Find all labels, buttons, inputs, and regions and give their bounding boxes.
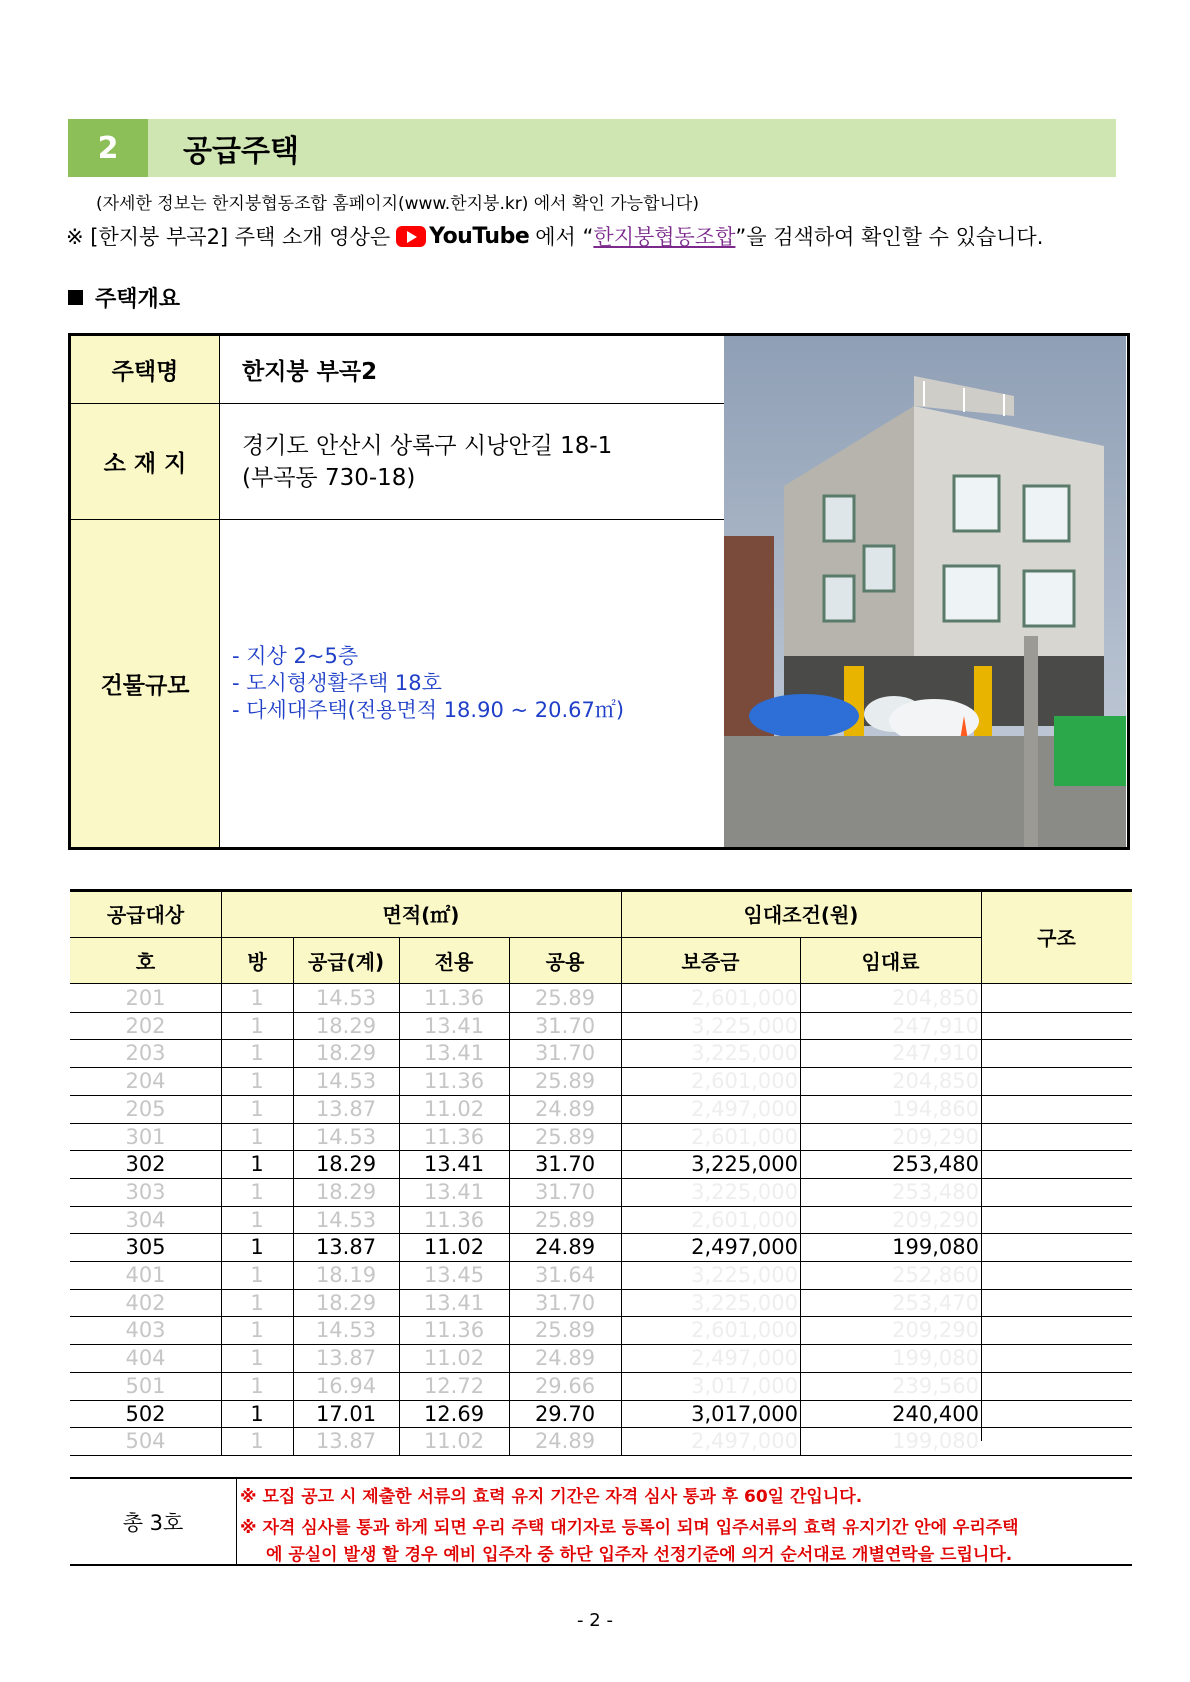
cell-supply-area: 13.87 <box>315 1235 377 1260</box>
cell-deposit: 3,225,000 <box>691 1179 798 1204</box>
cell-common-area: 25.89 <box>534 986 596 1010</box>
cell-supply-area: 18.29 <box>315 1152 377 1177</box>
divider <box>221 937 981 938</box>
cell-deposit: 3,017,000 <box>691 1373 798 1398</box>
divider <box>70 1455 1132 1456</box>
building-photo <box>724 336 1126 847</box>
cell-exclusive-area: 11.02 <box>423 1235 485 1260</box>
supply-table <box>70 889 1132 1454</box>
cell-unit: 402 <box>125 1290 166 1315</box>
cell-common-area: 24.89 <box>534 1346 596 1371</box>
cell-rooms: 1 <box>250 1429 264 1454</box>
note-waitlist-2: 에 공실이 발생 할 경우 예비 입주자 중 하단 입주자 선정기준에 의거 순서대로 개별연락을 드립니다. <box>266 1545 1013 1565</box>
cell-deposit: 2,497,000 <box>691 1346 798 1371</box>
cell-rooms: 1 <box>250 1207 264 1232</box>
cell-common-area: 31.64 <box>534 1263 596 1287</box>
cell-deposit: 2,497,000 <box>691 1429 798 1454</box>
cell-monthly-rent: 204,850 <box>892 1069 979 1094</box>
cell-deposit: 3,225,000 <box>691 1263 798 1287</box>
total-units: 총 3호 <box>122 1510 184 1535</box>
info-line: (자세한 정보는 한지붕협동조합 홈페이지(www.한지붕.kr) 에서 확인 가능합니다) <box>96 194 699 214</box>
overview-heading-text: 주택개요 <box>95 287 181 312</box>
cell-supply-area: 18.29 <box>315 1041 377 1066</box>
cell-common-area: 25.89 <box>534 1207 596 1232</box>
cell-rooms: 1 <box>250 1235 264 1260</box>
divider <box>399 984 400 1455</box>
cell-unit: 403 <box>125 1318 166 1343</box>
cell-unit: 303 <box>125 1179 166 1204</box>
scale-label: 건물규모 <box>71 520 220 847</box>
cell-unit: 301 <box>125 1124 166 1149</box>
video-notice-middle: 에서 “ <box>535 225 594 249</box>
cell-rooms: 1 <box>250 1318 264 1343</box>
cell-monthly-rent: 199,080 <box>892 1346 979 1371</box>
cell-unit: 404 <box>125 1346 166 1371</box>
cell-exclusive-area: 11.36 <box>423 1318 485 1343</box>
cell-exclusive-area: 13.41 <box>423 1152 485 1177</box>
cell-rooms: 1 <box>250 1401 264 1426</box>
cell-rooms: 1 <box>250 1069 264 1094</box>
cell-deposit: 2,601,000 <box>691 1207 798 1232</box>
cell-deposit: 3,225,000 <box>691 1041 798 1066</box>
cell-rooms: 1 <box>250 1373 264 1398</box>
cell-unit: 304 <box>125 1207 166 1232</box>
cell-exclusive-area: 11.02 <box>423 1429 485 1454</box>
cell-monthly-rent: 253,470 <box>892 1290 979 1315</box>
cell-unit: 504 <box>125 1429 166 1454</box>
subheader-common-area: 공용 <box>509 937 621 983</box>
subheader-supply-area: 공급(계) <box>293 937 399 983</box>
cell-monthly-rent: 247,910 <box>892 1041 979 1066</box>
cell-common-area: 29.66 <box>534 1373 596 1398</box>
cell-rooms: 1 <box>250 1013 264 1038</box>
divider <box>621 889 622 983</box>
youtube-logo[interactable] <box>396 224 529 249</box>
page-number: - 2 - <box>577 1610 613 1631</box>
header-area: 면적(㎡) <box>221 889 621 937</box>
cell-monthly-rent: 253,480 <box>892 1179 979 1204</box>
cell-rooms: 1 <box>250 986 264 1010</box>
cell-deposit: 3,017,000 <box>691 1401 798 1426</box>
cell-rooms: 1 <box>250 1179 264 1204</box>
divider <box>293 937 294 983</box>
cell-monthly-rent: 199,080 <box>892 1429 979 1454</box>
divider <box>509 937 510 983</box>
cell-unit: 305 <box>125 1235 166 1260</box>
cell-exclusive-area: 11.36 <box>423 1069 485 1094</box>
cell-exclusive-area: 13.45 <box>423 1263 485 1287</box>
subheader-rooms: 방 <box>221 937 293 983</box>
name-value: 한지붕 부곡2 <box>220 336 786 403</box>
cell-unit: 204 <box>125 1069 166 1094</box>
cell-rooms: 1 <box>250 1263 264 1287</box>
divider <box>70 937 221 938</box>
cell-supply-area: 17.01 <box>315 1401 377 1426</box>
cell-deposit: 2,601,000 <box>691 1318 798 1343</box>
cell-exclusive-area: 13.41 <box>423 1179 485 1204</box>
table-top-border <box>70 889 1132 892</box>
cell-exclusive-area: 11.36 <box>423 1124 485 1149</box>
subheader-exclusive-area: 전용 <box>399 937 509 983</box>
cell-exclusive-area: 11.02 <box>423 1096 485 1121</box>
cell-unit: 203 <box>125 1041 166 1066</box>
building-illustration <box>724 336 1126 847</box>
location-label: 소 재 지 <box>71 404 220 519</box>
cell-supply-area: 18.19 <box>315 1263 377 1287</box>
cell-monthly-rent: 247,910 <box>892 1013 979 1038</box>
coop-search-link[interactable]: 한지붕협동조합 <box>593 225 736 249</box>
square-bullet-icon <box>68 290 83 305</box>
divider <box>621 984 622 1455</box>
divider <box>981 889 982 1441</box>
youtube-wordmark: YouTube <box>429 223 530 249</box>
divider <box>800 937 801 983</box>
divider <box>399 937 400 983</box>
header-rent-terms: 임대조건(원) <box>621 889 981 937</box>
scale-value <box>220 520 786 847</box>
cell-supply-area: 18.29 <box>315 1290 377 1315</box>
cell-supply-area: 14.53 <box>315 1207 377 1232</box>
cell-common-area: 24.89 <box>534 1429 596 1454</box>
footer-notes-table <box>70 1477 1132 1566</box>
cell-common-area: 25.89 <box>534 1124 596 1149</box>
cell-common-area: 25.89 <box>534 1069 596 1094</box>
cell-common-area: 29.70 <box>534 1401 596 1426</box>
location-line-1: 경기도 안산시 상록구 시낭안길 18-1 <box>242 432 613 459</box>
scale-item: - 도시형생활주택 18호 <box>232 671 442 695</box>
youtube-play-icon <box>396 226 426 247</box>
location-value <box>220 404 786 519</box>
cell-deposit: 2,601,000 <box>691 1069 798 1094</box>
cell-common-area: 25.89 <box>534 1318 596 1343</box>
subheader-unit: 호 <box>70 937 221 983</box>
cell-supply-area: 13.87 <box>315 1096 377 1121</box>
video-notice <box>66 221 1043 251</box>
cell-supply-area: 18.29 <box>315 1179 377 1204</box>
subheader-monthly-rent: 임대료 <box>800 937 981 983</box>
cell-monthly-rent: 199,080 <box>892 1235 979 1260</box>
section-title: 공급주택 <box>183 134 299 169</box>
cell-deposit: 2,601,000 <box>691 986 798 1010</box>
cell-common-area: 31.70 <box>534 1290 596 1315</box>
cell-monthly-rent: 204,850 <box>892 986 979 1010</box>
subheader-deposit: 보증금 <box>621 937 800 983</box>
note-validity: ※ 모집 공고 시 제출한 서류의 효력 유지 기간은 자격 심사 통과 후 60일 간입니다. <box>240 1487 863 1507</box>
divider <box>800 984 801 1455</box>
cell-unit: 401 <box>125 1263 166 1287</box>
cell-unit: 202 <box>125 1013 166 1038</box>
name-label: 주택명 <box>71 336 220 403</box>
divider <box>221 889 222 983</box>
cell-common-area: 24.89 <box>534 1096 596 1121</box>
cell-supply-area: 14.53 <box>315 1069 377 1094</box>
cell-exclusive-area: 13.41 <box>423 1013 485 1038</box>
cell-supply-area: 14.53 <box>315 986 377 1010</box>
cell-monthly-rent: 239,560 <box>892 1373 979 1398</box>
header-structure: 구조 <box>981 889 1132 983</box>
cell-rooms: 1 <box>250 1096 264 1121</box>
cell-unit: 205 <box>125 1096 166 1121</box>
cell-exclusive-area: 11.36 <box>423 986 485 1010</box>
cell-rooms: 1 <box>250 1346 264 1371</box>
cell-monthly-rent: 194,860 <box>892 1096 979 1121</box>
scale-item: - 지상 2~5층 <box>232 644 359 668</box>
video-notice-suffix: ”을 검색하여 확인할 수 있습니다. <box>735 225 1044 249</box>
cell-supply-area: 14.53 <box>315 1318 377 1343</box>
cell-monthly-rent: 209,290 <box>892 1207 979 1232</box>
cell-deposit: 3,225,000 <box>691 1290 798 1315</box>
cell-exclusive-area: 11.02 <box>423 1346 485 1371</box>
cell-exclusive-area: 12.72 <box>423 1373 485 1398</box>
divider <box>293 984 294 1455</box>
cell-exclusive-area: 12.69 <box>423 1401 485 1426</box>
cell-monthly-rent: 240,400 <box>892 1401 979 1426</box>
cell-supply-area: 18.29 <box>315 1013 377 1038</box>
cell-supply-area: 16.94 <box>315 1373 377 1398</box>
cell-deposit: 2,497,000 <box>691 1235 798 1260</box>
cell-exclusive-area: 13.41 <box>423 1041 485 1066</box>
cell-supply-area: 14.53 <box>315 1124 377 1149</box>
cell-exclusive-area: 13.41 <box>423 1290 485 1315</box>
cell-unit: 201 <box>125 986 166 1010</box>
divider <box>236 1477 237 1566</box>
cell-common-area: 31.70 <box>534 1179 596 1204</box>
cell-common-area: 31.70 <box>534 1152 596 1177</box>
cell-monthly-rent: 253,480 <box>892 1152 979 1177</box>
cell-supply-area: 13.87 <box>315 1346 377 1371</box>
cell-rooms: 1 <box>250 1290 264 1315</box>
cell-monthly-rent: 252,860 <box>892 1263 979 1287</box>
video-notice-prefix: ※ [한지붕 부곡2] 주택 소개 영상은 <box>66 225 391 249</box>
cell-rooms: 1 <box>250 1152 264 1177</box>
cell-deposit: 3,225,000 <box>691 1152 798 1177</box>
cell-exclusive-area: 11.36 <box>423 1207 485 1232</box>
cell-common-area: 31.70 <box>534 1013 596 1038</box>
cell-monthly-rent: 209,290 <box>892 1318 979 1343</box>
scale-item: - 다세대주택(전용면적 18.90 ~ 20.67㎡) <box>232 698 625 722</box>
cell-deposit: 2,497,000 <box>691 1096 798 1121</box>
divider <box>221 984 222 1455</box>
header-supply-target: 공급대상 <box>70 889 221 937</box>
cell-supply-area: 13.87 <box>315 1429 377 1454</box>
location-line-2: (부곡동 730-18) <box>242 464 416 491</box>
note-waitlist-1: ※ 자격 심사를 통과 하게 되면 우리 주택 대기자로 등록이 되며 입주서류의 효력 유지기간 안에 우리주택 <box>240 1518 1019 1538</box>
cell-deposit: 2,601,000 <box>691 1124 798 1149</box>
section-number: 2 <box>68 119 148 177</box>
cell-monthly-rent: 209,290 <box>892 1124 979 1149</box>
cell-rooms: 1 <box>250 1041 264 1066</box>
cell-unit: 501 <box>125 1373 166 1398</box>
cell-common-area: 31.70 <box>534 1041 596 1066</box>
cell-unit: 502 <box>125 1401 166 1426</box>
cell-deposit: 3,225,000 <box>691 1013 798 1038</box>
cell-rooms: 1 <box>250 1124 264 1149</box>
cell-unit: 302 <box>125 1152 166 1177</box>
divider <box>509 984 510 1455</box>
cell-common-area: 24.89 <box>534 1235 596 1260</box>
overview-heading <box>68 282 180 313</box>
